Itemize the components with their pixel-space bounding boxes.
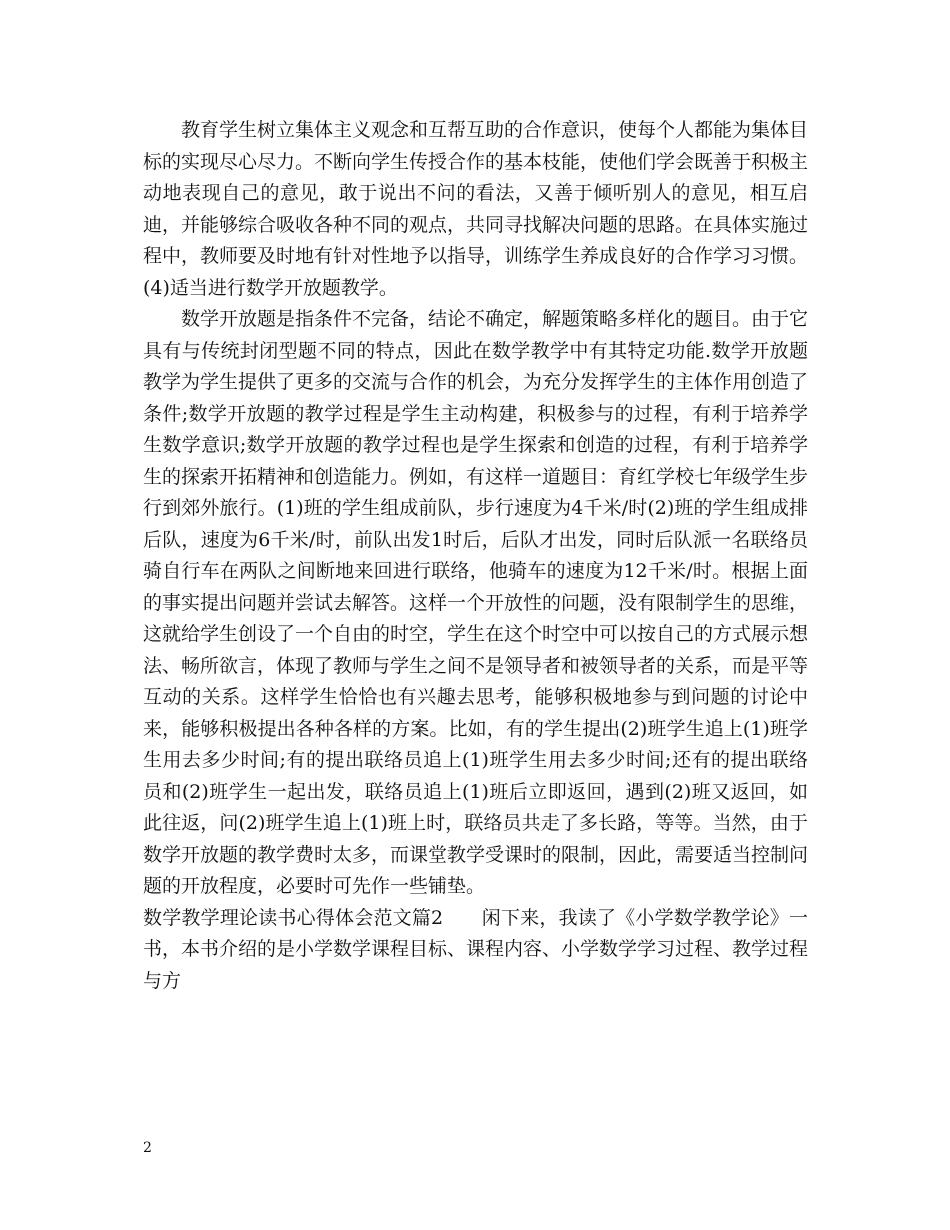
paragraph-open-problems: 数学开放题是指条件不完备，结论不确定，解题策略多样化的题目。由于它具有与传统封闭型题不同的特点，因此在数学教学中有其特定功能.数学开放题教学为学生提供了更多的交流与合作的机会，为充分发挥学生的主体作用创造了条件;数学开放题的教学过程是学生主动构建，积极参与的过程，有利于培养学生数学意识;数学开放题的教学过程也是学生探索和创造的过程，有利于培养学生的探索开拓精神和创造能力。例如，有这样一道题目：育红学校七年级学生步行到郊外旅行。(1)班的学生组成前队，步行速度为4千米/时(2)班的学生组成排后队，速度为6千米/时，前队出发1时后，后队才出发，同时后队派一名联络员骑自行车在两队之间断地来回进行联络，他骑车的速度为12千米/时。根据上面的事实提出问题并尝试去解答。这样一个开放性的问题，没有限制学生的思维，这就给学生创设了一个自由的时空，学生在这个时空中可以按自己的方式展示想法、畅所欲言，体现了教师与学生之间不是领导者和被领导者的关系，而是平等互动的关系。这样学生恰恰也有兴趣去思考，能够积极地参与到问题的讨论中来，能够积极提出各种各样的方案。比如，有的学生提出(2)班学生追上(1)班学生用去多少时间;有的提出联络员追上(1)班学生用去多少时间;还有的提出联络员和(2)班学生一起出发，联络员追上(1)班后立即返回，遇到(2)班又返回，如此往返，问(2)班学生追上(1)班上时，联络员共走了多长路，等等。当然，由于数学开放题的教学费时太多，而课堂教学受课时的限制，因此，需要适当控制问题的开放程度，必要时可先作一些铺垫。 — [143, 308, 809, 897]
document-body — [143, 115, 808, 997]
page-number: 2 — [143, 1140, 152, 1156]
paragraph-essay-2-intro: 数学教学理论读书心得体会范文篇2 闲下来，我读了《小学数学教学论》一书，本书介绍的是小学数学课程目标、课程内容、小学数学学习过程、教学过程与方 — [143, 906, 809, 992]
paragraph-cooperation: 教育学生树立集体主义观念和互帮互助的合作意识，使每个人都能为集体目标的实现尽心尽力。不断向学生传授合作的基本枝能，使他们学会既善于积极主动地表现自己的意见，敢于说出不问的看法，又善于倾听别人的意见，相互启迪，并能够综合吸收各种不同的观点，共同寻找解决问题的思路。在具体实施过程中，教师要及时地有针对性地予以指导，训练学生养成良好的合作学习习惯。 (4)适当进行数学开放题教学。 — [143, 119, 809, 299]
